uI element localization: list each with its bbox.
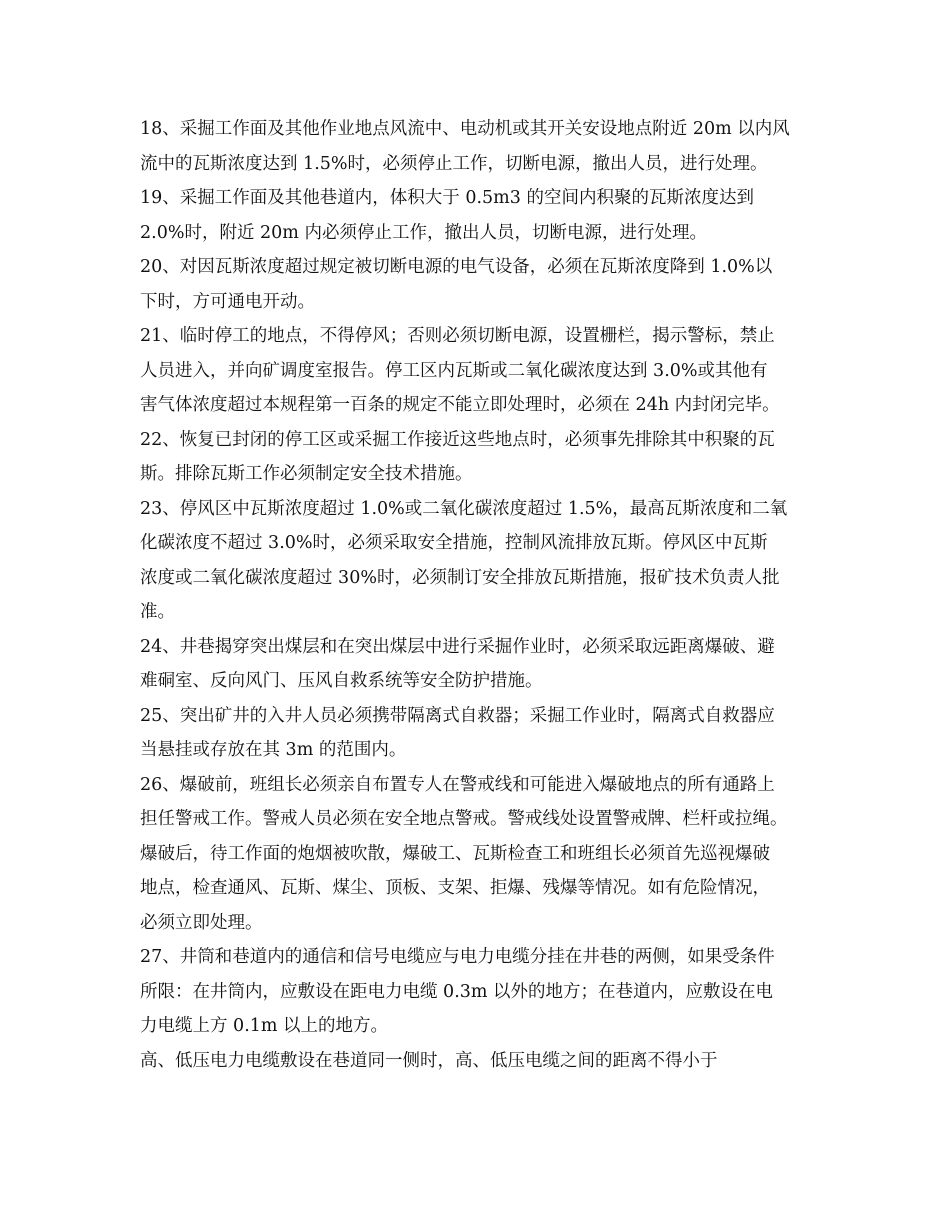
document-page bbox=[140, 112, 820, 1078]
text-line: 下时，方可通电开动。 bbox=[140, 291, 315, 312]
text-line: 浓度或二氧化碳浓度超过 30%时，必须制订安全排放瓦斯措施，报矿技术负责人批 bbox=[140, 567, 780, 588]
text-line: 担任警戒工作。警戒人员必须在安全地点警戒。警戒线处设置警戒牌、栏杆或拉绳。 bbox=[140, 809, 788, 829]
text-line: 21、临时停工的地点，不得停风；否则必须切断电源，设置栅栏，揭示警标，禁止 bbox=[140, 326, 775, 346]
text-line: 流中的瓦斯浓度达到 1.5%时，必须停止工作，切断电源，撤出人员，进行处理。 bbox=[140, 153, 768, 174]
text-line: 难硐室、反向风门、压风自救系统等安全防护措施。 bbox=[140, 671, 543, 691]
text-line: 爆破后，待工作面的炮烟被吹散，爆破工、瓦斯检查工和班组长必须首先巡视爆破 bbox=[140, 843, 770, 864]
text-line: 25、突出矿井的入井人员必须携带隔离式自救器；采掘工作业时，隔离式自救器应 bbox=[140, 705, 775, 726]
text-line: 18、采掘工作面及其他作业地点风流中、电动机或其开关安设地点附近 20m 以内风 bbox=[140, 119, 790, 139]
text-line: 地点，检查通风、瓦斯、煤尘、顶板、支架、拒爆、残爆等情况。如有危险情况， bbox=[140, 878, 770, 898]
text-line: 化碳浓度不超过 3.0%时，必须采取安全措施，控制风流排放瓦斯。停风区中瓦斯 bbox=[140, 533, 768, 553]
text-line: 22、恢复已封闭的停工区或采掘工作接近这些地点时，必须事先排除其中积聚的瓦 bbox=[140, 429, 775, 450]
text-line: 27、井筒和巷道内的通信和信号电缆应与电力电缆分挂在井巷的两侧，如果受条件 bbox=[140, 947, 775, 967]
text-line: 人员进入，并向矿调度室报告。停工区内瓦斯或二氧化碳浓度达到 3.0%或其他有 bbox=[140, 360, 768, 381]
text-line: 必须立即处理。 bbox=[140, 912, 263, 933]
text-line: 力电缆上方 0.1m 以上的地方。 bbox=[140, 1016, 389, 1036]
text-line: 所限：在井筒内，应敷设在距电力电缆 0.3m 以外的地方；在巷道内，应敷设在电 bbox=[140, 981, 774, 1002]
text-line: 害气体浓度超过本规程第一百条的规定不能立即处理时，必须在 24h 内封闭完毕。 bbox=[140, 395, 780, 415]
text-line: 20、对因瓦斯浓度超过规定被切断电源的电气设备，必须在瓦斯浓度降到 1.0%以 bbox=[140, 257, 773, 277]
text-line: 26、爆破前，班组长必须亲自布置专人在警戒线和可能进入爆破地点的所有通路上 bbox=[140, 774, 775, 795]
text-line: 24、井巷揭穿突出煤层和在突出煤层中进行采掘作业时，必须采取远距离爆破、避 bbox=[140, 636, 775, 657]
text-line: 23、停风区中瓦斯浓度超过 1.0%或二氧化碳浓度超过 1.5%，最高瓦斯浓度和二氧 bbox=[140, 498, 788, 519]
text-line: 2.0%时，附近 20m 内必须停止工作，撤出人员，切断电源，进行处理。 bbox=[140, 222, 707, 243]
text-line: 斯。排除瓦斯工作必须制定安全技术措施。 bbox=[140, 464, 473, 484]
text-line: 准。 bbox=[140, 602, 175, 622]
text-line: 当悬挂或存放在其 3m 的范围内。 bbox=[140, 740, 407, 760]
text-line: 19、采掘工作面及其他巷道内，体积大于 0.5m3 的空间内积聚的瓦斯浓度达到 bbox=[140, 188, 754, 208]
text-line: 高、低压电力电缆敷设在巷道同一侧时，高、低压电缆之间的距离不得小于 bbox=[140, 1050, 718, 1071]
